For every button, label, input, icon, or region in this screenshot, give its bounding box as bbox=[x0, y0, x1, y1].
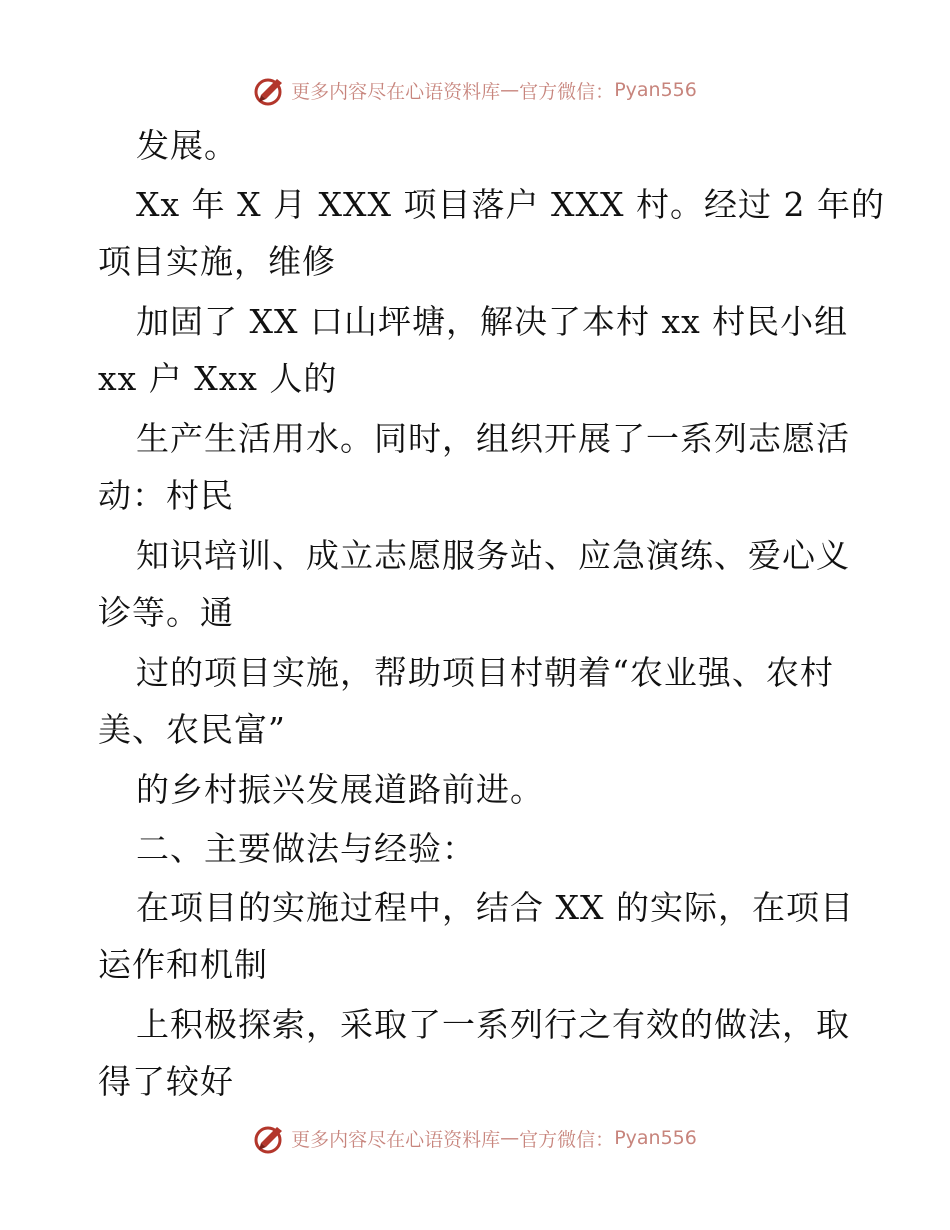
footer-separator: — bbox=[500, 1127, 520, 1149]
header-separator: — bbox=[500, 79, 520, 101]
header-wechat-id: Pyan556 bbox=[614, 79, 697, 101]
text-line: 项目实施，维修 bbox=[98, 242, 336, 281]
text-line: 过的项目实施，帮助项目村朝着“农业强、农村 bbox=[136, 653, 834, 692]
footer-site-text: 更多内容尽在心语资料库 bbox=[291, 1128, 501, 1151]
footer-watermark bbox=[0, 1118, 950, 1158]
footer-wechat-label: 官方微信： bbox=[519, 1128, 615, 1151]
text-line: Xx 年 X 月 XXX 项目落户 XXX 村。经过 2 年的 bbox=[136, 185, 885, 224]
text-line: 生产生活用水。同时，组织开展了一系列志愿活 bbox=[136, 419, 850, 458]
text-line: 得了较好 bbox=[98, 1062, 234, 1101]
text-line: 在项目的实施过程中，结合 XX 的实际，在项目 bbox=[136, 888, 854, 927]
text-line: 的乡村振兴发展道路前进。 bbox=[136, 770, 544, 809]
text-line: 美、农民富” bbox=[98, 710, 286, 749]
text-line: 动：村民 bbox=[98, 476, 234, 515]
text-line: 诊等。通 bbox=[98, 593, 234, 632]
text-line: 发展。 bbox=[136, 126, 238, 165]
pen-logo-icon bbox=[253, 1121, 287, 1155]
text-line: 加固了 XX 口山坪塘，解决了本村 xx 村民小组 bbox=[136, 302, 849, 341]
text-line: xx 户 Xxx 人的 bbox=[98, 359, 338, 398]
text-line: 运作和机制 bbox=[98, 945, 268, 984]
text-line: 上积极探索，采取了一系列行之有效的做法，取 bbox=[136, 1005, 850, 1044]
pen-logo-icon bbox=[253, 73, 287, 107]
header-site-text: 更多内容尽在心语资料库 bbox=[291, 80, 501, 103]
text-line: 二、主要做法与经验： bbox=[136, 829, 476, 868]
header-watermark bbox=[0, 70, 950, 110]
header-wechat-label: 官方微信： bbox=[519, 80, 615, 103]
footer-wechat-id: Pyan556 bbox=[614, 1127, 697, 1149]
text-line: 知识培训、成立志愿服务站、应急演练、爱心义 bbox=[136, 536, 850, 575]
